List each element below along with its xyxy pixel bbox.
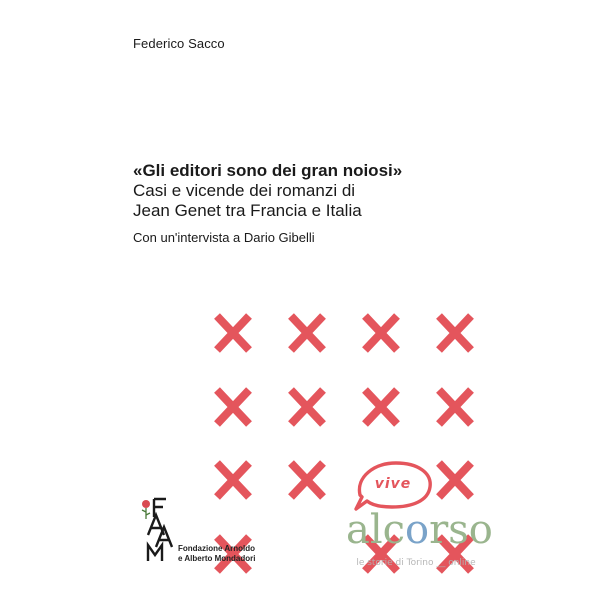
watermark-brand-o: o xyxy=(405,507,430,553)
watermark-brand xyxy=(346,500,493,560)
vive-stamp-text: vive xyxy=(374,476,412,492)
watermark-tagline: le storie di Torino __ online xyxy=(356,558,476,568)
faam-logo xyxy=(138,497,180,563)
watermark xyxy=(346,500,493,596)
cross-mark xyxy=(286,311,328,355)
author-name: Federico Sacco xyxy=(133,36,225,51)
cross-mark xyxy=(360,311,402,355)
cross-mark xyxy=(434,458,476,502)
faam-logo-icon xyxy=(138,497,180,563)
publisher-name-line-1: Fondazione Arnoldo xyxy=(178,544,256,553)
publisher-name-line-2: e Alberto Mondadori xyxy=(178,554,256,563)
watermark-brand-prefix: al xyxy=(346,507,383,553)
cross-mark xyxy=(434,311,476,355)
book-subtitle-line-2: Jean Genet tra Francia e Italia xyxy=(133,201,362,220)
cross-mark xyxy=(286,385,328,429)
cross-mark xyxy=(434,385,476,429)
cross-mark xyxy=(360,385,402,429)
book-subtitle-line-1: Casi e vicende dei romanzi di xyxy=(133,181,356,200)
book-note: Con un'intervista a Dario Gibelli xyxy=(133,230,315,245)
cross-mark xyxy=(286,458,328,502)
watermark-brand-suffix: rso xyxy=(429,507,493,553)
cross-mark xyxy=(212,385,254,429)
cross-mark xyxy=(212,311,254,355)
cross-mark xyxy=(212,458,254,502)
publisher-name xyxy=(178,544,255,564)
watermark-brand-middle: c xyxy=(382,507,406,553)
book-title: «Gli editori sono dei gran noiosi» xyxy=(133,161,403,180)
